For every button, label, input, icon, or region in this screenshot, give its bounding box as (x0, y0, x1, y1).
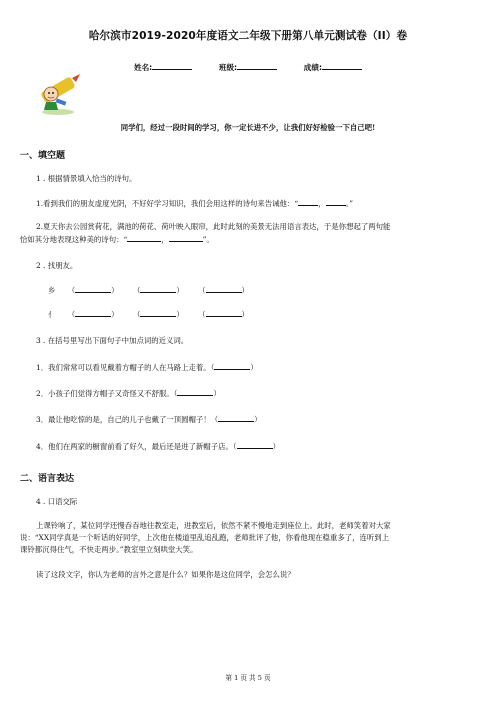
q2-blank-5[interactable] (140, 309, 176, 317)
q1-line1-end: 。” (345, 199, 354, 208)
score-blank[interactable] (322, 62, 362, 70)
class-field[interactable] (219, 62, 277, 73)
q1-line2b-text: 恰如其分地表现这种美的诗句：“ (20, 235, 128, 244)
question-2-row-1 (48, 285, 249, 296)
question-3-stem: 3 . 在括号里写出下面句子中加点词的近义词。 (36, 336, 189, 345)
section-1-heading: 一、填空题 (20, 151, 66, 161)
encouragement-text: 同学们，经过一段时间的学习，你一定长进不少，让我们好好检验一下自己吧! (120, 123, 376, 132)
score-label: 成绩: (303, 63, 322, 72)
q3-blank-2[interactable] (177, 388, 213, 396)
paren-close: ） (250, 363, 258, 372)
q3-blank-3[interactable] (218, 414, 254, 422)
q3-s1-text: 1．我们常常可以看见戴着方帽子的人在马路上走着。（ (36, 363, 215, 372)
paren-close: ） (241, 286, 249, 295)
paren-close: ） (176, 310, 184, 319)
paren-open: （ (132, 310, 141, 319)
q1-line1-text: 1.看到我们的朋友虚度光阴，不好好学习知识，我们会用这样的诗句来告诫他：“ (36, 199, 299, 208)
question-3-sentence-1 (36, 362, 258, 373)
q1-line2-end: ”。 (202, 235, 214, 244)
question-1-line-1 (36, 198, 353, 209)
paren-open: （ (198, 286, 206, 295)
q3-blank-4[interactable] (237, 441, 273, 449)
paren-close: ） (111, 310, 119, 319)
paren-close: ） (111, 286, 119, 295)
q2-blank-4[interactable] (75, 309, 111, 317)
radical-char-1: 乡 (48, 286, 56, 295)
question-4-stem: 4 . 口语交际 (36, 497, 78, 506)
class-blank[interactable] (237, 62, 277, 70)
q2-blank-3[interactable] (206, 285, 242, 293)
q1-line1-sep: ， (318, 199, 326, 208)
name-blank[interactable] (152, 62, 192, 70)
question-2-stem: 2 . 找朋友。 (36, 261, 78, 270)
question-1-stem: 1 . 根据情景填入恰当的诗句。 (36, 174, 137, 183)
q3-s2-text: 2．小孩子们觉得方帽子又奇怪又不舒服。（ (36, 389, 178, 398)
paren-open: （ (132, 286, 141, 295)
q1-blank-2[interactable] (326, 198, 346, 206)
name-field[interactable] (134, 62, 192, 73)
q1-line2-sep: ， (161, 235, 169, 244)
q1-blank-3[interactable] (127, 234, 161, 242)
question-3-sentence-2 (36, 388, 221, 399)
q3-s3-text: 3．最让他吃惊的是，自己的儿子也戴了一顶圆帽子！（ (36, 415, 219, 424)
name-label: 姓名: (133, 63, 153, 72)
question-2-row-2 (48, 309, 249, 320)
radical-char-2: 亻 (48, 310, 56, 319)
q2-blank-1[interactable] (75, 285, 111, 293)
q3-blank-1[interactable] (214, 362, 250, 370)
paren-close: ） (272, 442, 280, 451)
section-2-heading: 二、语言表达 (20, 474, 75, 484)
paren-open: （ (198, 310, 206, 319)
page-title: 哈尔滨市2019-2020年度语文二年级下册第八单元测试卷（II）卷 (88, 30, 408, 42)
question-4-paragraph-line-1: 上课铃响了，某位同学还慢吞吞地往教室走，进教室后，依然不紧不慢地走到座位上。此时，老师笑着对大家 (36, 521, 391, 530)
page-footer: 第 1 页 共 5 页 (225, 674, 271, 682)
class-label: 班级: (218, 63, 238, 72)
q2-blank-6[interactable] (206, 309, 242, 317)
q1-blank-1[interactable] (298, 198, 318, 206)
paren-open: （ (67, 286, 76, 295)
question-3-sentence-4 (36, 441, 280, 452)
paren-close: ） (176, 286, 184, 295)
pencil-mascot-illustration (36, 72, 82, 116)
paren-close: ） (241, 310, 249, 319)
paren-close: ） (213, 389, 221, 398)
q3-s4-text: 4．他们在两家的橱窗前看了好久，最后还是进了新帽子店。（ (36, 442, 237, 451)
question-4-prompt: 读了这段文字，你认为老师的言外之意是什么？如果你是这位同学，会怎么说？ (36, 570, 295, 579)
paren-close: ） (254, 415, 262, 424)
question-3-sentence-3 (36, 414, 262, 425)
question-4-paragraph-line-3: 课铃都沉得住气，不快走两步。”教室里立刻哄堂大笑。 (20, 545, 198, 554)
q1-blank-4[interactable] (169, 234, 203, 242)
score-field[interactable] (304, 62, 362, 73)
question-4-paragraph-line-2: 说：“XX同学真是一个听话的好同学，上次他在楼道里乱追乱跑，老师批评了他，你看他现在稳重多了，连听到上 (20, 533, 390, 542)
paren-open: （ (67, 310, 76, 319)
q2-blank-2[interactable] (140, 285, 176, 293)
question-1-line-2: 2.夏天你去公园赏荷花，满池的荷花、荷叶映入眼帘，此时此刻的美景无法用语言表达，于是你想起了两句能 (36, 222, 391, 231)
question-1-line-2b (20, 234, 214, 245)
